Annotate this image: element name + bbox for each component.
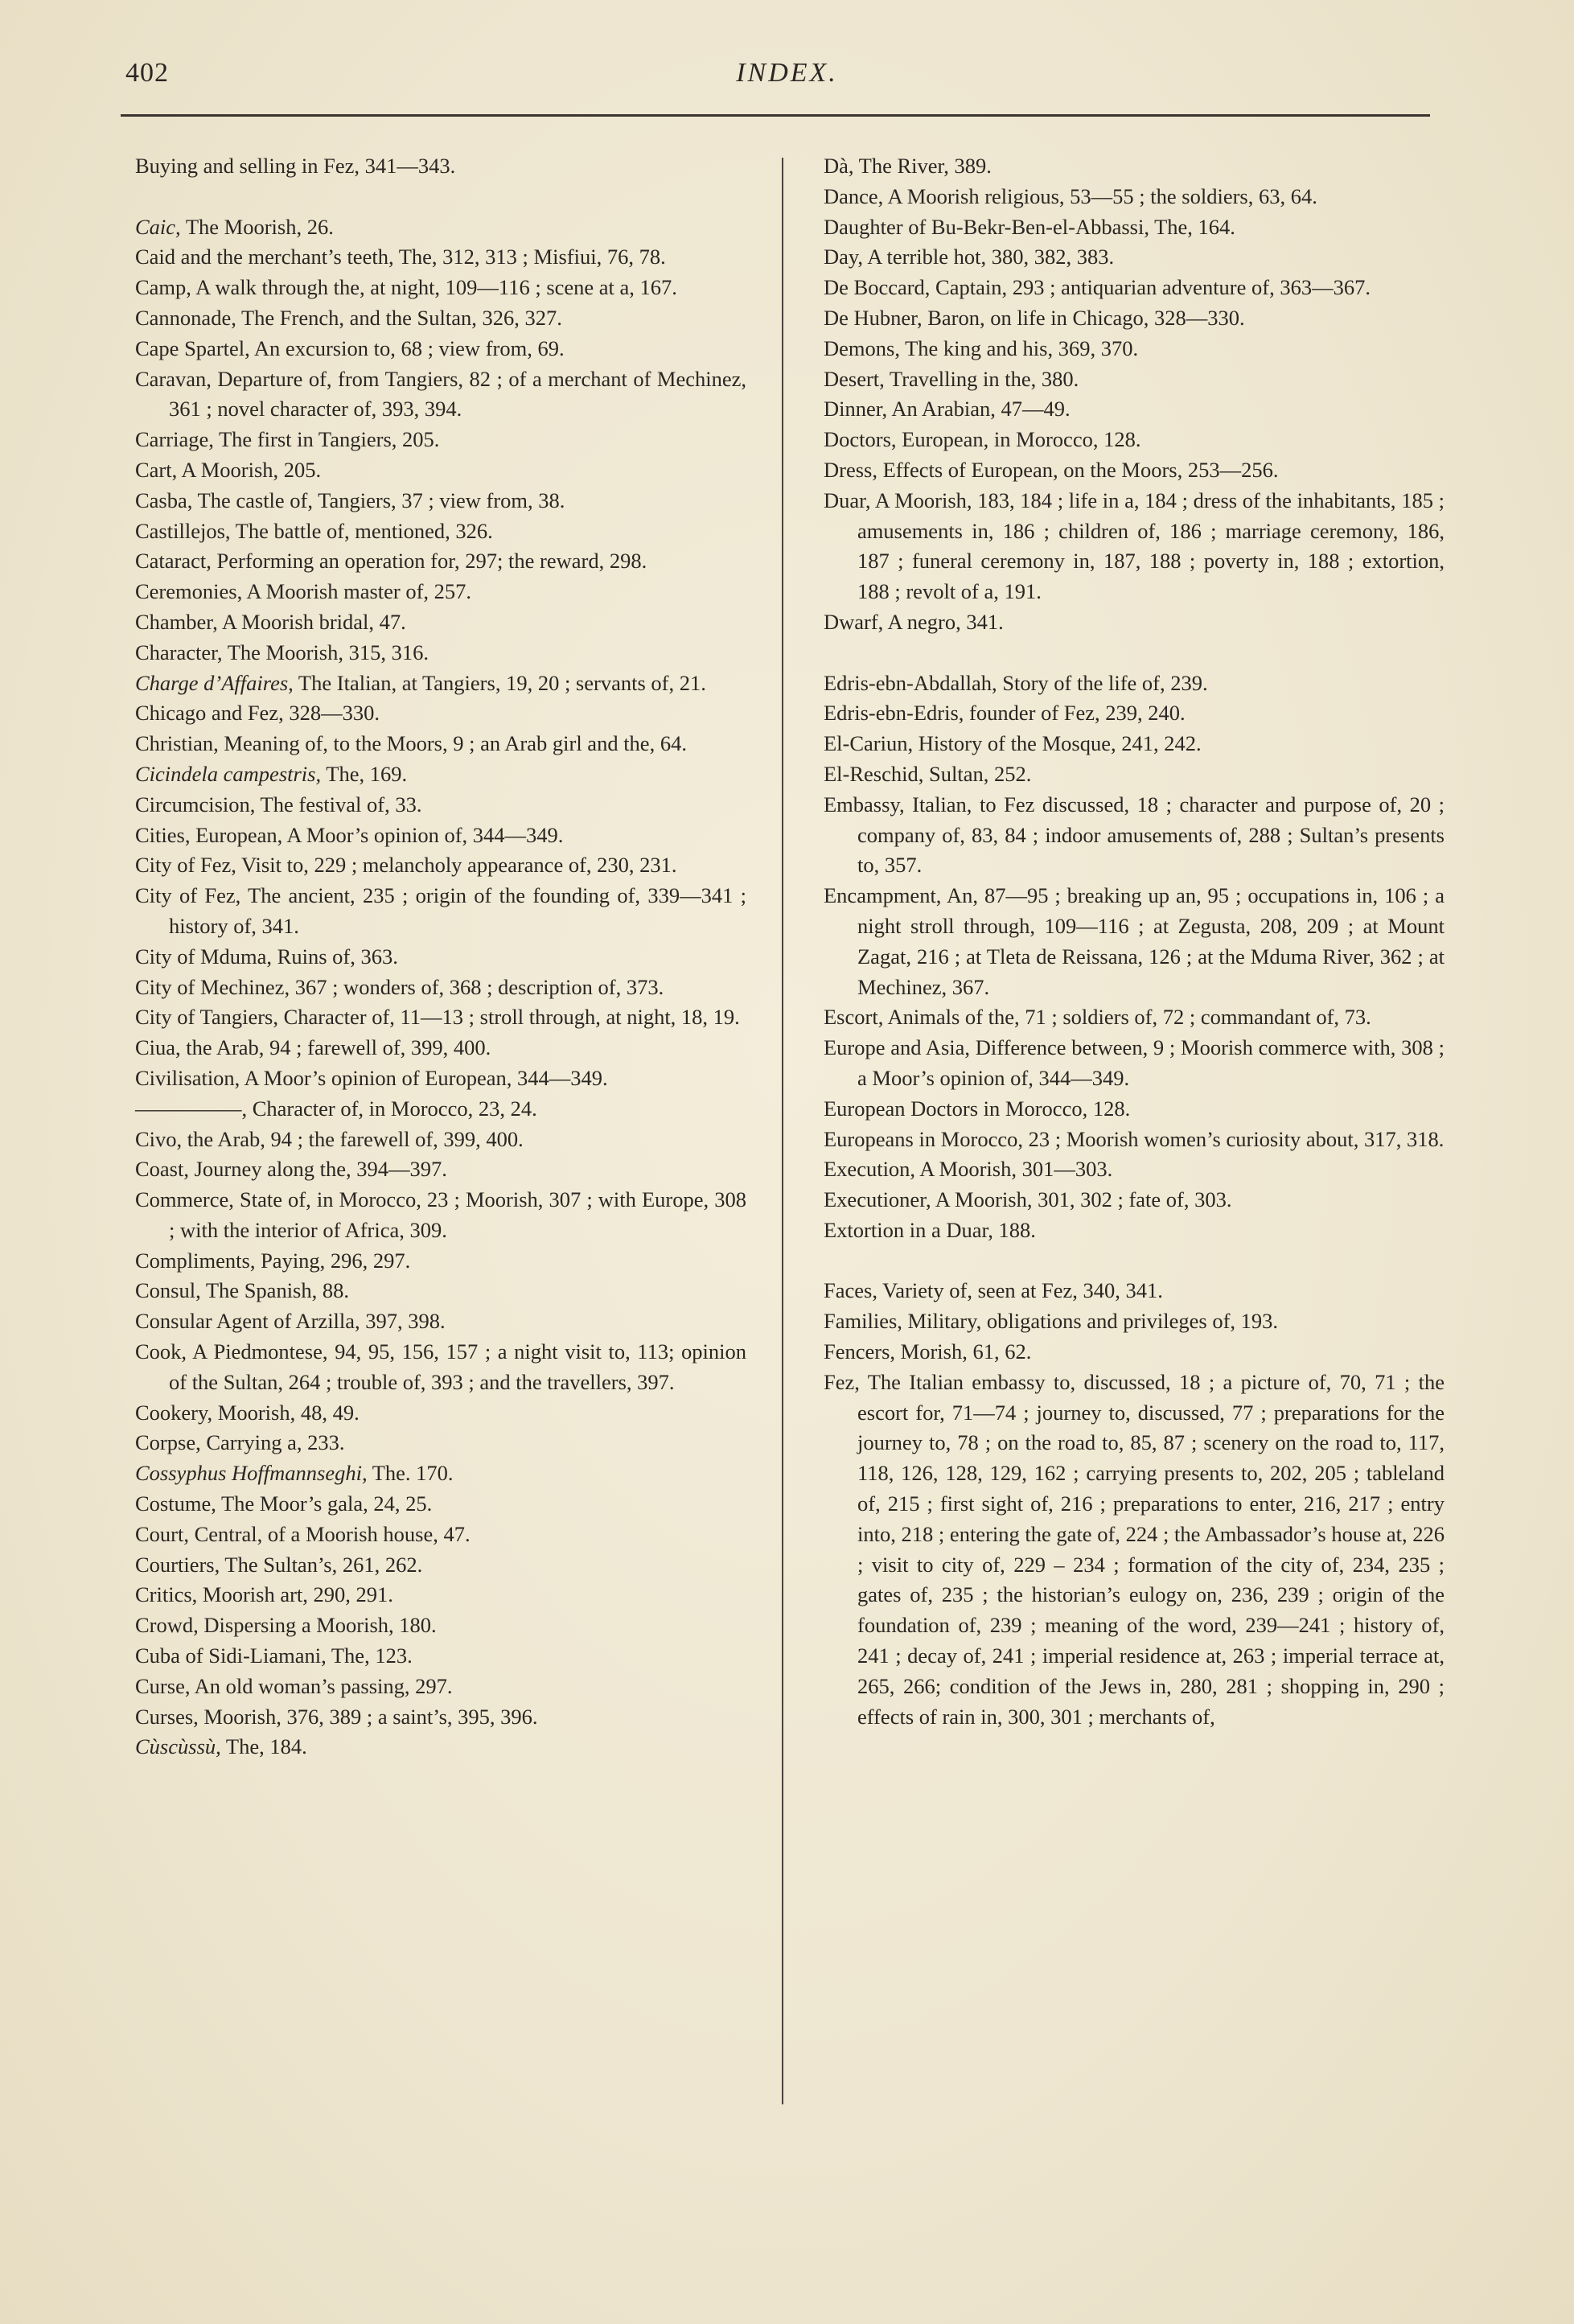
index-entry xyxy=(135,1672,746,1702)
index-entry-heading: Cùscùssù, xyxy=(135,1734,221,1759)
index-entry-heading: Cataract, Performing an operation for, 297; the reward, 298. xyxy=(135,549,647,574)
index-entry xyxy=(824,486,1445,607)
index-entry xyxy=(824,273,1445,303)
index-entry-heading: Consular Agent of Arzilla, 397, 398. xyxy=(135,1309,446,1334)
index-entry xyxy=(135,273,746,303)
index-entry-heading: Cart, A Moorish, 205. xyxy=(135,457,322,482)
index-entry xyxy=(135,303,746,334)
index-entry xyxy=(824,334,1445,364)
index-entry-references: The, 184. xyxy=(220,1734,307,1759)
index-entry-heading: Court, Central, of a Moorish house, 47. xyxy=(135,1521,471,1546)
index-entry-heading: Carriage, The first in Tangiers, 205. xyxy=(135,427,440,452)
index-entry-heading: Dà, The River, 389. xyxy=(824,154,992,178)
index-entry-heading: Cuba of Sidi-Liamani, The, 123. xyxy=(135,1643,413,1668)
index-entry-heading: Europeans in Morocco, 23 ; Moorish women’s curiosity about, 317, 318. xyxy=(824,1126,1445,1151)
index-column-left xyxy=(135,151,746,1763)
index-entry-heading: El-Cariun, History of the Mosque, 241, 242. xyxy=(824,731,1202,756)
index-entry-heading: Escort, Animals of the, 71 ; soldiers of, 72 ; commandant of, 73. xyxy=(824,1005,1371,1030)
index-entry-heading: Daughter of Bu-Bekr-Ben-el-Abbassi, The, 164. xyxy=(824,214,1235,239)
index-entry-references: The Moorish, 26. xyxy=(180,214,334,239)
index-entry xyxy=(135,942,746,973)
index-entry xyxy=(135,1154,746,1185)
index-entry-heading: Dinner, An Arabian, 47—49. xyxy=(824,397,1071,422)
index-entry xyxy=(135,242,746,273)
index-entry-heading: Cookery, Moorish, 48, 49. xyxy=(135,1400,360,1425)
index-entry-heading: Caic, xyxy=(135,214,181,239)
index-entry-heading: Camp, A walk through the, at night, 109—116 ; scene at a, 167. xyxy=(135,275,677,300)
index-entry-heading: Circumcision, The festival of, 33. xyxy=(135,792,422,816)
index-entry xyxy=(824,1276,1445,1306)
index-entry xyxy=(135,1276,746,1306)
index-entry xyxy=(135,1520,746,1550)
index-entry-heading: Charge d’Affaires, xyxy=(135,670,294,695)
header-rule xyxy=(121,114,1430,117)
index-entry xyxy=(135,973,746,1003)
index-entry-heading: Caravan, Departure of, from Tangiers, 82 ; of a merchant of Mechinez, 361 ; novel character of, 393, 394. xyxy=(135,366,746,422)
index-entry-heading: Character, The Moorish, 315, 316. xyxy=(135,640,429,664)
index-entry xyxy=(135,1702,746,1733)
index-entry-heading: Duar, A Moorish, 183, 184 ; life in a, 184 ; dress of the inhabitants, 185 ; amusements in, 186 ; children of, 186 ; marriage ceremony, 186, 187 ; funeral ceremony in, 187, 188 ; poverty in, 188 ; extortion, 188 ; revolt of a, 191. xyxy=(824,487,1445,604)
index-entry xyxy=(135,334,746,364)
index-entry xyxy=(135,516,746,547)
index-entry-heading: De Boccard, Captain, 293 ; antiquarian adventure of, 363—367. xyxy=(824,275,1371,300)
index-entry-heading: Courtiers, The Sultan’s, 261, 262. xyxy=(135,1552,423,1577)
index-entry xyxy=(135,364,746,426)
index-entry xyxy=(824,698,1445,729)
index-entry-heading: Edris-ebn-Abdallah, Story of the life of, 239. xyxy=(824,670,1208,695)
index-entry-heading: Fencers, Morish, 61, 62. xyxy=(824,1339,1032,1364)
index-entry xyxy=(135,1246,746,1277)
index-entry-heading: Doctors, European, in Morocco, 128. xyxy=(824,427,1141,452)
index-entry-heading: Coast, Journey along the, 394—397. xyxy=(135,1157,447,1182)
index-entry xyxy=(135,729,746,759)
index-entry xyxy=(824,729,1445,759)
index-entry-heading: Ciua, the Arab, 94 ; farewell of, 399, 400. xyxy=(135,1035,491,1060)
index-entry xyxy=(824,1154,1445,1185)
index-entry xyxy=(824,212,1445,243)
index-entry-heading: Day, A terrible hot, 380, 382, 383. xyxy=(824,245,1115,269)
index-entry-heading: Faces, Variety of, seen at Fez, 340, 341. xyxy=(824,1278,1163,1303)
index-entry-heading: Families, Military, obligations and privileges of, 193. xyxy=(824,1309,1279,1334)
index-entry xyxy=(135,759,746,790)
page-number: 402 xyxy=(125,58,169,88)
index-entry xyxy=(135,577,746,607)
index-entry xyxy=(135,1428,746,1458)
index-entry-heading: El-Reschid, Sultan, 252. xyxy=(824,761,1032,786)
index-entry xyxy=(135,1033,746,1063)
index-entry-heading: Cape Spartel, An excursion to, 68 ; view from, 69. xyxy=(135,335,565,360)
index-entry-heading: City of Fez, The ancient, 235 ; origin of the founding of, 339—341 ; history of, 341. xyxy=(135,883,746,938)
index-entry-heading: Casba, The castle of, Tangiers, 37 ; view from, 38. xyxy=(135,487,565,512)
index-entry xyxy=(135,1732,746,1763)
index-entry-heading: Curses, Moorish, 376, 389 ; a saint’s, 395, 396. xyxy=(135,1704,538,1729)
index-entry xyxy=(135,850,746,881)
index-entry xyxy=(135,668,746,699)
index-entry xyxy=(824,790,1445,881)
index-entry-heading: Cicindela campestris, xyxy=(135,761,322,786)
section-gap xyxy=(135,182,746,212)
index-entry-heading: Encampment, An, 87—95 ; breaking up an, 95 ; occupations in, 106 ; a night stroll through, 109—116 ; at Zegusta, 208, 209 ; at Mount Zagat, 216 ; at Tleta de Reissana, 126 ; at the Mduma River, 362 ; at Mechinez, 367. xyxy=(824,883,1445,999)
index-entry xyxy=(824,151,1445,182)
index-entry xyxy=(135,1185,746,1246)
index-entry xyxy=(135,546,746,577)
index-entry-heading: Curse, An old woman’s passing, 297. xyxy=(135,1673,453,1698)
index-entry-heading: Chicago and Fez, 328—330. xyxy=(135,701,380,726)
index-entry xyxy=(135,1458,746,1489)
index-entry-heading: Castillejos, The battle of, mentioned, 326. xyxy=(135,518,493,543)
index-entry-heading: Christian, Meaning of, to the Moors, 9 ; an Arab girl and the, 64. xyxy=(135,731,687,756)
index-entry-heading: Chamber, A Moorish bridal, 47. xyxy=(135,609,406,634)
index-entry-heading: Extortion in a Duar, 188. xyxy=(824,1217,1036,1242)
index-entry-heading: Europe and Asia, Difference between, 9 ; Moorish commerce with, 308 ; a Moor’s opinion of, 344—349. xyxy=(824,1035,1445,1090)
index-entry-heading: City of Fez, Visit to, 229 ; melancholy appearance of, 230, 231. xyxy=(135,853,677,878)
page-title: INDEX. xyxy=(736,58,838,88)
index-entry xyxy=(135,1306,746,1337)
index-entry xyxy=(135,1398,746,1429)
index-entry-heading: Corpse, Carrying a, 233. xyxy=(135,1430,345,1455)
index-entry xyxy=(824,1215,1445,1246)
index-entry xyxy=(824,182,1445,212)
index-entry xyxy=(824,607,1445,638)
index-entry xyxy=(824,1033,1445,1094)
index-entry xyxy=(824,1094,1445,1125)
index-entry xyxy=(135,212,746,243)
index-entry xyxy=(135,1125,746,1155)
index-entry xyxy=(135,607,746,638)
index-entry xyxy=(135,1580,746,1610)
index-entry-heading: Cities, European, A Moor’s opinion of, 344—349. xyxy=(135,822,564,847)
index-entry-heading: Dance, A Moorish religious, 53—55 ; the soldiers, 63, 64. xyxy=(824,183,1317,208)
index-entry-heading: Execution, A Moorish, 301—303. xyxy=(824,1157,1113,1182)
index-entry xyxy=(135,1094,746,1125)
index-entry xyxy=(824,364,1445,395)
index-entry xyxy=(135,486,746,516)
index-entry xyxy=(135,698,746,729)
index-entry xyxy=(135,1489,746,1520)
index-entry xyxy=(135,1002,746,1033)
index-entry-heading: Embassy, Italian, to Fez discussed, 18 ; character and purpose of, 20 ; company of, 83, 84 ; indoor amusements of, 288 ; Sultan’s presents to, 357. xyxy=(824,792,1445,878)
column-divider xyxy=(782,158,783,2104)
index-entry xyxy=(824,1306,1445,1337)
index-entry-heading: Cannonade, The French, and the Sultan, 326, 327. xyxy=(135,305,562,330)
index-entry xyxy=(824,1125,1445,1155)
index-entry-heading: De Hubner, Baron, on life in Chicago, 328—330. xyxy=(824,305,1245,330)
index-entry-heading: Desert, Travelling in the, 380. xyxy=(824,366,1079,391)
index-entry xyxy=(824,1002,1445,1033)
index-entry-heading: Dwarf, A negro, 341. xyxy=(824,609,1004,634)
index-entry xyxy=(135,1337,746,1398)
index-entry xyxy=(824,1368,1445,1733)
index-entry xyxy=(824,242,1445,273)
index-entry-heading: Cook, A Piedmontese, 94, 95, 156, 157 ; a night visit to, 113; opinion of the Sultan, 264 ; trouble of, 393 ; and the travellers, 397. xyxy=(135,1339,746,1394)
index-entry xyxy=(135,821,746,851)
index-entry xyxy=(135,1610,746,1641)
index-entry-heading: City of Mechinez, 367 ; wonders of, 368 ; description of, 373. xyxy=(135,974,664,999)
index-entry xyxy=(824,1185,1445,1215)
index-entry xyxy=(135,1063,746,1094)
index-entry-heading: Buying and selling in Fez, 341—343. xyxy=(135,154,456,178)
index-entry xyxy=(135,151,746,182)
index-entry-references: The. 170. xyxy=(367,1461,454,1486)
index-column-right xyxy=(824,151,1445,1732)
index-entry-heading: Critics, Moorish art, 290, 291. xyxy=(135,1582,393,1607)
index-entry-heading: City of Tangiers, Character of, 11—13 ; stroll through, at night, 18, 19. xyxy=(135,1005,740,1030)
index-entry-heading: Demons, The king and his, 369, 370. xyxy=(824,335,1139,360)
index-entry-heading: European Doctors in Morocco, 128. xyxy=(824,1096,1131,1121)
index-entry-heading: Civo, the Arab, 94 ; the farewell of, 399, 400. xyxy=(135,1126,524,1151)
index-entry-heading: Edris-ebn-Edris, founder of Fez, 239, 240. xyxy=(824,701,1186,726)
index-entry-heading: Commerce, State of, in Morocco, 23 ; Moorish, 307 ; with Europe, 308 ; with the interior of Africa, 309. xyxy=(135,1187,746,1242)
index-entry-references: The, 169. xyxy=(321,761,408,786)
index-entry-heading: Cossyphus Hoffmannseghi, xyxy=(135,1461,368,1486)
index-entry-heading: Costume, The Moor’s gala, 24, 25. xyxy=(135,1491,433,1516)
index-entry xyxy=(824,394,1445,425)
index-entry xyxy=(135,1641,746,1672)
index-entry xyxy=(135,425,746,455)
index-entry-heading: Crowd, Dispersing a Moorish, 180. xyxy=(135,1613,437,1638)
index-entry xyxy=(135,455,746,486)
index-entry-heading: Fez, The Italian embassy to, discussed, 18 ; a picture of, 70, 71 ; the escort for, 71—74 ; journey to, discussed, 77 ; preparations for the journey to, 78 ; on the road to, 85, 87 ; scenery on the road to, 117, 118, 126, 128, 129, 162 ; carrying presents to, 202, 205 ; tableland of, 215 ; first sight of, 216 ; preparations to enter, 216, 217 ; entry into, 218 ; entering the gate of, 224 ; the Ambassador’s house at, 226 ; visit to city of, 229 – 234 ; formation of the city of, 234, 235 ; gates of, 235 ; the historian’s eulogy on, 236, 239 ; origin of the foundation of, 239 ; meaning of the word, 239—241 ; history of, 241 ; decay of, 241 ; imperial residence at, 263 ; imperial terrace at, 265, 266; condition of the Jews in, 280, 281 ; shopping in, 290 ; effects of rain in, 300, 301 ; merchants of, xyxy=(824,1369,1445,1729)
index-entry-heading: Civilisation, A Moor’s opinion of European, 344—349. xyxy=(135,1065,608,1090)
index-entry xyxy=(824,668,1445,699)
index-entry-heading: Caid and the merchant’s teeth, The, 312, 313 ; Misfiui, 76, 78. xyxy=(135,245,666,269)
index-entry xyxy=(824,759,1445,790)
index-entry xyxy=(135,638,746,668)
section-gap xyxy=(824,638,1445,668)
index-entry-heading: City of Mduma, Ruins of, 363. xyxy=(135,944,398,969)
index-entry xyxy=(824,1337,1445,1368)
index-entry xyxy=(135,1550,746,1581)
index-entry xyxy=(824,303,1445,334)
index-entry-heading: Dress, Effects of European, on the Moors, 253—256. xyxy=(824,457,1279,482)
section-gap xyxy=(824,1246,1445,1277)
index-entry xyxy=(135,790,746,821)
index-entry-heading: Executioner, A Moorish, 301, 302 ; fate of, 303. xyxy=(824,1187,1232,1212)
index-entry-heading: Compliments, Paying, 296, 297. xyxy=(135,1248,411,1273)
index-entry xyxy=(135,881,746,942)
index-entry-heading: Consul, The Spanish, 88. xyxy=(135,1278,349,1303)
index-entry-references: The Italian, at Tangiers, 19, 20 ; servants of, 21. xyxy=(293,670,706,695)
index-entry-heading: —————, Character of, in Morocco, 23, 24. xyxy=(135,1096,537,1121)
index-entry-heading: Ceremonies, A Moorish master of, 257. xyxy=(135,579,472,604)
index-entry xyxy=(824,455,1445,486)
index-entry xyxy=(824,881,1445,1002)
index-entry xyxy=(824,425,1445,455)
